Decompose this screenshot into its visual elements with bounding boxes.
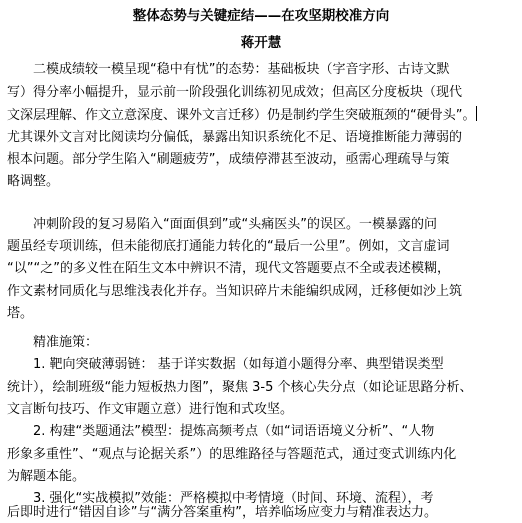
paragraph-1-line-3: 文深层理解、作文立意深度、课外文言迁移）仍是制约学生突破瓶颈的“硬骨头”。 — [7, 108, 476, 123]
paragraph-1-line-4: 尤其课外文言对比阅读均分偏低，暴露出知识系统化不足、语境推断能力薄弱的 — [7, 130, 463, 145]
document-title: 整体态势与关键症结——在攻坚期校准方向 — [132, 8, 390, 24]
item-1-line-2: 统计），绘制班级“能力短板热力图”，聚焦 3-5 个核心失分点（如论证思路分析、 — [7, 380, 473, 395]
paragraph-2-line-3: “以”“之”的多义性在陌生文本中辨识不清，现代文答题要点不全或表述模糊， — [7, 261, 450, 276]
item-2-line-1: 2. 构建“类题通法”模型：提炼高频考点（如“词语语境义分析”、“人物 — [33, 424, 435, 439]
item-1-line-1: 1. 靶向突破薄弱链： 基于详实数据（如每道小题得分率、典型错误类型 — [33, 357, 444, 372]
paragraph-2-line-2: 题虽经专项训练，但未能彻底打通能力转化的“最后一公里”。例如，文言虚词 — [7, 239, 450, 254]
item-3-line-2: 后即时进行“错因自诊”与“满分答案重构”，培养临场应变力与精准表达力。 — [7, 505, 437, 520]
paragraph-1-line-1: 二模成绩较一模呈现“稳中有忧”的态势：基础板块（字音字形、古诗文默 — [33, 62, 450, 77]
paragraph-2-line-4: 作文素材同质化与思维浅表化并存。当知识碎片未能编织成网，迁移便如沙上筑 — [7, 284, 463, 299]
document-author: 蒋开慧 — [240, 35, 282, 51]
paragraph-1-line-5: 根本问题。部分学生陷入“刷题疲劳”，成绩停滞甚至波动，亟需心理疏导与策 — [7, 152, 450, 167]
item-2-line-3: 为解题本能。 — [7, 469, 86, 484]
text-cursor — [476, 106, 477, 121]
paragraph-2-line-5: 塔。 — [7, 306, 34, 321]
paragraph-1-line-6: 略调整。 — [7, 174, 60, 189]
paragraph-1-line-2: 写）得分率小幅提升，显示前一阶段强化训练初见成效；但高区分度板块（现代 — [7, 85, 463, 100]
paragraph-2-line-1: 冲刺阶段的复习易陷入“面面俱到”或“头痛医头”的误区。一模暴露的问 — [33, 217, 437, 232]
item-2-line-2: 形象多重性”、“观点与论据关系”）的思维路径与答题范式，通过变式训练内化 — [7, 447, 457, 462]
item-3-line-1: 3. 强化“实战模拟”效能：严格模拟中考情境（时间、环境、流程），考 — [33, 491, 434, 506]
item-1-line-3: 文言断句技巧、作文审题立意）进行饱和式攻坚。 — [7, 402, 294, 417]
section-heading-strategies: 精准施策： — [33, 335, 99, 350]
